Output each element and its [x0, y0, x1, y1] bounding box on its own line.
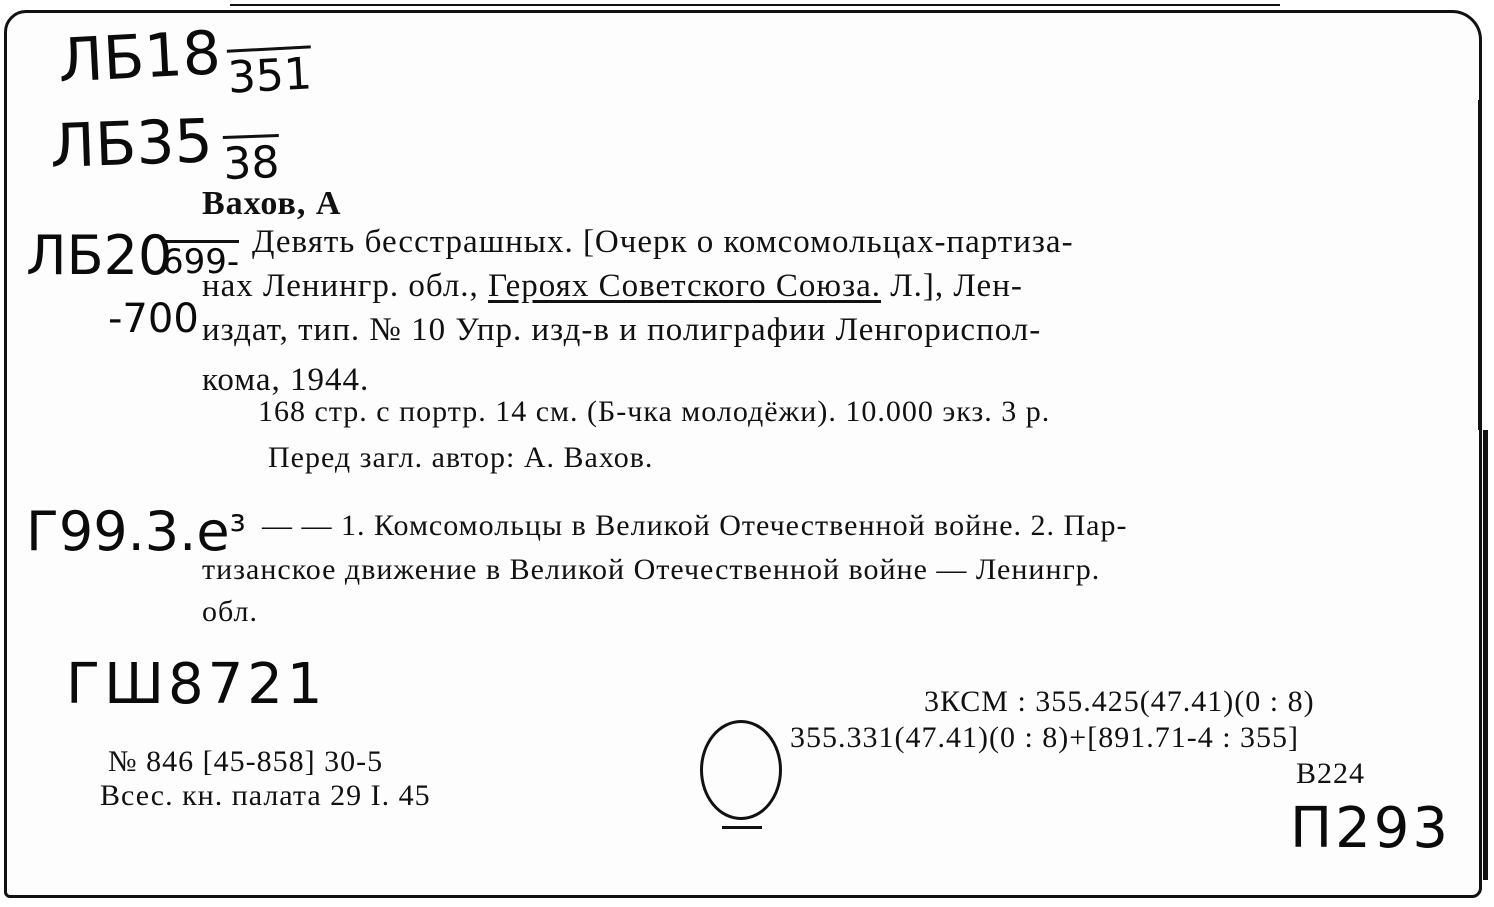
title-line-3: издат, тип. № 10 Упр. изд-в и полиграфии Ленгориспол- — [202, 312, 1042, 348]
title-line-2-pre: нах Ленингр. обл., — [202, 268, 489, 304]
physical-description: 168 стр. с портр. 14 см. (Б-чка молодёжи). 10.000 экз. 3 р. — [258, 395, 1051, 428]
subjects-line-1: — — 1. Комсомольцы в Великой Отечественной войне. 2. Пар- — [262, 509, 1128, 542]
stamp-underline — [722, 826, 762, 829]
shelf-mark-3-sub2 — [108, 296, 199, 342]
shelf-mark-3 — [26, 224, 172, 287]
card-right-edge — [1478, 100, 1482, 430]
classification-sup: з — [229, 504, 246, 539]
udc-line-2: 355.331(47.41)(0 : 8)+[891.71-4 : 355] — [790, 721, 1300, 754]
title-line-4: кома, 1944. — [202, 362, 370, 398]
shelf-mark-1-main: ЛБ18 — [56, 18, 223, 97]
card-top-edge — [230, 4, 1280, 6]
book-chamber: Всес. кн. палата 29 I. 45 — [100, 779, 431, 812]
title-line-2-underlined: Героях Советского Союза. — [488, 268, 882, 304]
title-line-2-post: Л.], Лен- — [881, 268, 1023, 304]
shelf-mark-1-sub: 351 — [226, 45, 313, 103]
subjects-line-3: обл. — [202, 595, 258, 628]
udc-line-3: В224 — [1296, 757, 1366, 790]
shelf-mark-1 — [56, 13, 314, 104]
bottom-code-mark: П293 — [1290, 796, 1451, 861]
shelf-mark-2 — [48, 104, 281, 190]
inventory-mark: ГШ8721 — [66, 652, 327, 717]
title-line-2 — [202, 266, 1023, 306]
shelf-mark-3-sub2-text: -700 — [108, 296, 199, 342]
shelf-mark-2-sub: 38 — [222, 134, 280, 190]
classification-main: Г99.3.е — [26, 500, 230, 563]
card-number: № 846 [45-858] 30-5 — [108, 745, 384, 778]
udc-line-1: 3КСМ : 355.425(47.41)(0 : 8) — [924, 685, 1315, 718]
author-heading: Вахов, А — [202, 185, 342, 222]
title-line-1: Девять бесстрашных. [Очерк о комсомольцах-партиза- — [252, 224, 1074, 260]
shelf-mark-3-sub-text: 699- — [162, 242, 240, 282]
subjects-line-2: тизанское движение в Великой Отечественной войне — Ленингр. — [202, 553, 1101, 586]
stamp-circle — [700, 720, 782, 820]
shelf-mark-3-main: ЛБ20 — [26, 224, 173, 287]
author-note: Перед загл. автор: А. Вахов. — [268, 441, 654, 474]
shelf-mark-2-main: ЛБ35 — [48, 106, 214, 182]
card-right-edge-lower — [1483, 430, 1488, 880]
